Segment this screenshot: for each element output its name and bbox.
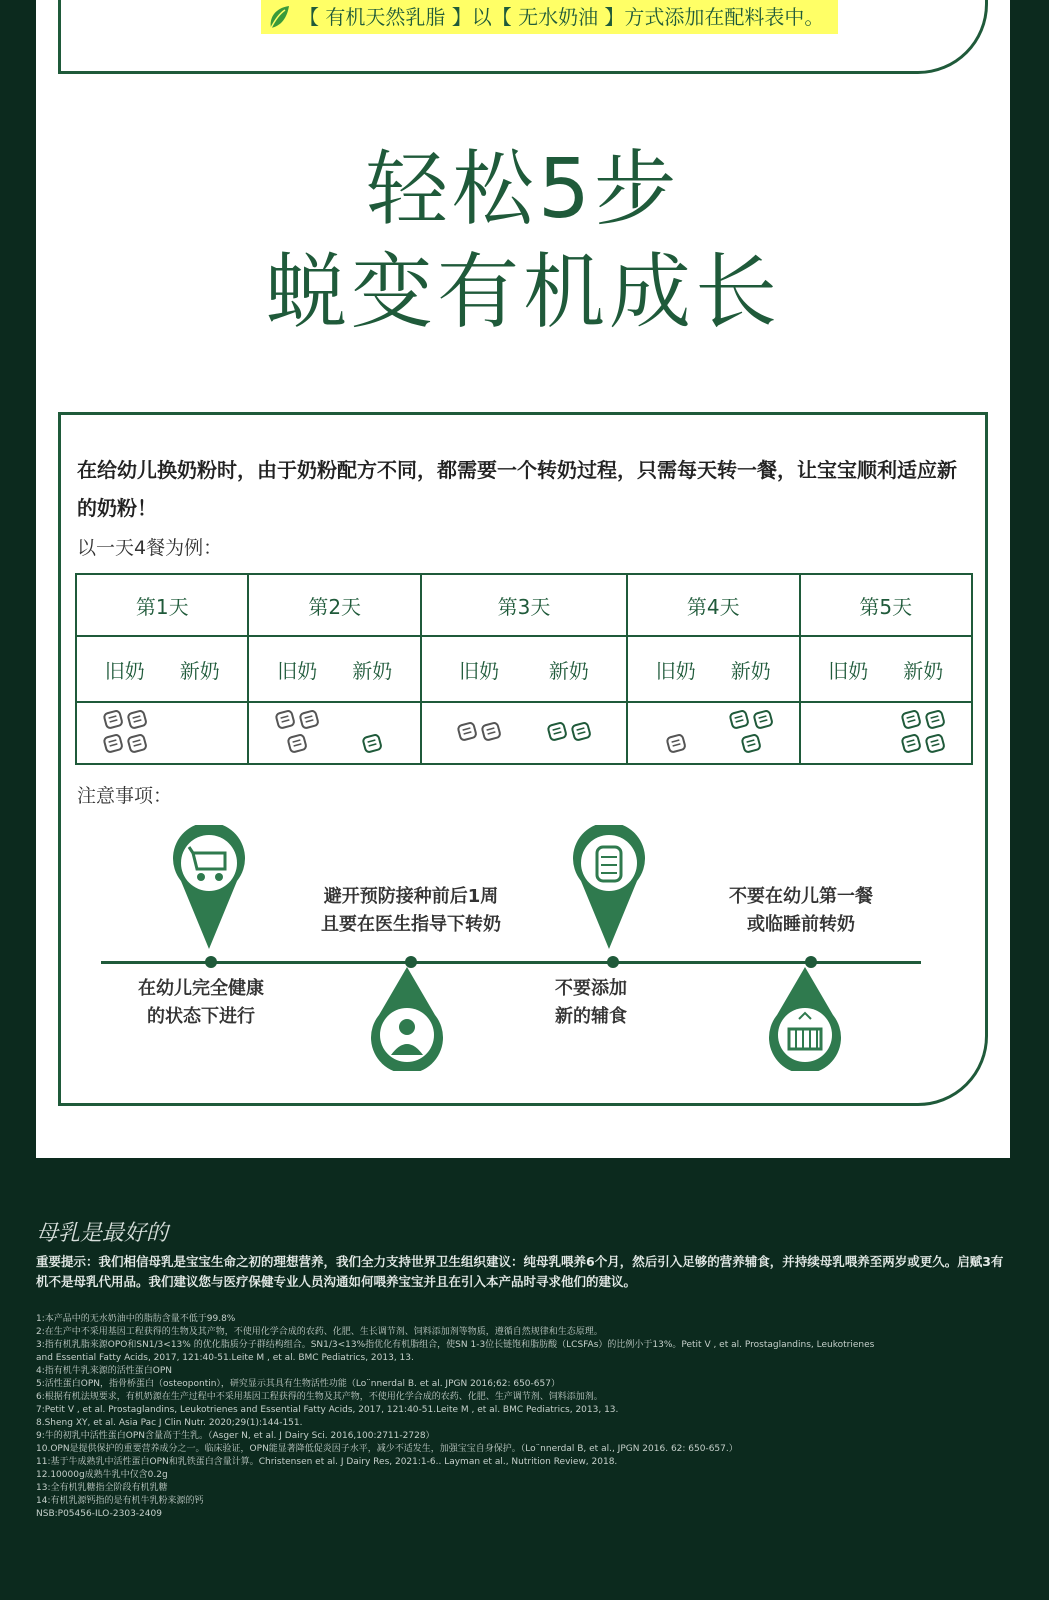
meal-bottle-icon	[361, 731, 383, 755]
reference-item: 9:牛的初乳中活性蛋白OPN含量高于生乳。（Asger N, et al. J Dairy Sci. 2016,100:2711-2728）	[36, 1431, 435, 1441]
new-milk-label: 新奶	[548, 658, 589, 683]
meal-bottle-icon	[728, 707, 750, 731]
reference-item: 1:本产品中的无水奶油中的脂肪含量不低于99.8%	[36, 1314, 236, 1324]
meal-bottle-icon	[924, 707, 946, 731]
reference-item: 7:Petit V , et al. Prostaglandins, Leukotrienes and Essential Fatty Acids, 2017, 121:40-51.Leite M , et al. BMC Pediatrics, 2013, 13.	[36, 1405, 619, 1415]
day-label: 第4天	[627, 574, 799, 636]
leaf-icon	[267, 4, 291, 30]
reference-item: NSB:P05456-ILO-2303-2409	[36, 1509, 162, 1519]
day-label: 第1天	[76, 574, 248, 636]
crib-icon	[769, 967, 841, 1071]
meal-bottle-icon	[456, 719, 478, 743]
new-milk-label: 新奶	[730, 658, 771, 683]
old-milk-label: 旧奶	[655, 658, 696, 683]
note-no-new-food: 不要添加 新的辅食	[555, 978, 627, 1027]
meal-bottle-icon	[570, 719, 592, 743]
transition-table	[75, 573, 973, 765]
meal-bottle-icon	[126, 707, 148, 731]
meal-bottle-icon	[274, 707, 296, 731]
meal-bottle-icon	[900, 707, 922, 731]
reference-item: 8.Sheng XY, et al. Asia Pac J Clin Nutr. 2020;29(1):144-151.	[36, 1418, 303, 1428]
doctor-icon	[371, 967, 443, 1071]
old-milk-meals	[434, 719, 524, 743]
day-label: 第5天	[800, 574, 972, 636]
old-milk-label: 旧奶	[828, 658, 869, 683]
milk-type-row	[76, 636, 972, 702]
meal-bottle-icon	[546, 719, 568, 743]
meal-bottle-icon	[102, 731, 124, 755]
old-milk-meals	[87, 707, 162, 755]
meal-bottle-icon	[900, 731, 922, 755]
notes-title: 注意事项：	[77, 785, 173, 807]
reference-item: 3:指有机乳脂来源OPO和SN1/3<13% 的优化脂质分子群结构组合。SN1/3<13%指优化有机脂组合，使SN 1-3位长链饱和脂肪酸（LCSFAs）的比例小于13%。Petit V , et al. Prostaglandins, Leukotrienes	[36, 1340, 875, 1350]
reference-item: 11:基于牛成熟乳中活性蛋白OPN和乳铁蛋白含量计算。Christensen et al. J Dairy Res, 2021:1-6.. Layman et al., Nutrition Review, 2018.	[36, 1457, 618, 1467]
old-milk-label: 旧奶	[104, 658, 145, 683]
reference-item: 5:活性蛋白OPN，指骨桥蛋白（osteopontin），研究显示其具有生物活性功能（Lo¨nnerdal B. et al. JPGN 2016;62: 650-657）	[36, 1379, 560, 1389]
day-label: 第2天	[248, 574, 420, 636]
note-first-meal: 不要在幼儿第一餐 或临睡前转奶	[729, 886, 873, 935]
ingredient-note-box	[58, 0, 988, 74]
meal-icon-row	[76, 702, 972, 764]
timeline-dot	[205, 956, 217, 968]
reference-item: 4:指有机牛乳来源的活性蛋白OPN	[36, 1366, 173, 1376]
headline-line1: 轻松5步	[365, 142, 681, 237]
meal-cell	[627, 702, 799, 764]
new-milk-label: 新奶	[903, 658, 944, 683]
meal-cell	[421, 702, 627, 764]
timeline-line	[101, 961, 921, 964]
signature-logo: 母乳是最好的	[36, 1221, 169, 1246]
new-milk-label: 新奶	[352, 658, 393, 683]
reference-item: 10.OPN是提供保护的重要营养成分之一。临床验证，OPN能显著降低促炎因子水平，减少不适发生，加强宝宝自身保护。（Lo¨nnerdal B, et al., JPGN 2016. 62: 650-657.）	[36, 1444, 738, 1454]
day-header-row	[76, 574, 972, 636]
new-milk-meals	[335, 731, 410, 755]
note-healthy: 在幼儿完全健康 的状态下进行	[138, 978, 264, 1027]
transition-intro: 在给幼儿换奶粉时，由于奶粉配方不同，都需要一个转奶过程，只需每天转一餐，让宝宝顺利适应新的奶粉！	[77, 458, 957, 520]
example-label: 以一天4餐为例：	[77, 537, 223, 559]
meal-bottle-icon	[752, 707, 774, 731]
meal-bottle-icon	[924, 731, 946, 755]
new-milk-meals	[524, 719, 614, 743]
old-milk-meals	[260, 707, 335, 755]
headline-line2: 蜕变有机成长	[264, 245, 781, 340]
references-list	[36, 1313, 1016, 1521]
ingredient-highlight	[261, 0, 838, 34]
timeline-dot	[607, 956, 619, 968]
note-vaccination: 避开预防接种前后1周 且要在医生指导下转奶	[321, 886, 501, 935]
reference-item: and Essential Fatty Acids, 2017, 121:40-51.Leite M , et al. BMC Pediatrics, 2013, 13.	[36, 1353, 414, 1363]
reference-item: 6:根据有机法规要求，有机奶源在生产过程中不采用基因工程获得的生物及其产物，不使用化学合成的农药、化肥、生产调节剂、饲料添加剂。	[36, 1392, 603, 1402]
meal-bottle-icon	[286, 731, 308, 755]
meal-bottle-icon	[740, 731, 762, 755]
meal-bottle-icon	[298, 707, 320, 731]
reference-item: 2:在生产中不采用基因工程获得的生物及其产物，不使用化学合成的农药、化肥、生长调节剂、饲料添加剂等物质，遵循自然规律和生态原理。	[36, 1327, 603, 1337]
transition-guide-box	[58, 412, 988, 1106]
stroller-icon	[173, 825, 245, 949]
new-milk-meals	[886, 707, 961, 755]
ingredient-text: 【 有机天然乳脂 】以【 无水奶油 】方式添加在配料表中。	[299, 5, 825, 29]
meal-bottle-icon	[480, 719, 502, 743]
new-milk-meals	[713, 707, 788, 755]
meal-cell	[248, 702, 420, 764]
reference-item: 13:全有机乳糖指全阶段有机乳糖	[36, 1483, 168, 1493]
meal-cell	[76, 702, 248, 764]
reference-item: 14:有机乳源钙指的是有机牛乳粉来源的钙	[36, 1496, 204, 1506]
day-label: 第3天	[421, 574, 627, 636]
meal-bottle-icon	[665, 731, 687, 755]
meal-bottle-icon	[126, 731, 148, 755]
important-notice: 重要提示：我们相信母乳是宝宝生命之初的理想营养，我们全力支持世界卫生组织建议：纯母乳喂养6个月，然后引入足够的营养辅食，并持续母乳喂养至两岁或更久。启赋3有机不是母乳代用品。我们建议您与医疗保健专业人员沟通如何喂养宝宝并且在引入本产品时寻求他们的建议。	[36, 1254, 1004, 1289]
meal-cell	[800, 702, 972, 764]
new-milk-label: 新奶	[179, 658, 220, 683]
old-milk-label: 旧奶	[277, 658, 318, 683]
bottle-icon	[573, 825, 645, 949]
old-milk-meals	[638, 731, 713, 755]
content-panel	[36, 0, 1010, 1158]
meal-bottle-icon	[102, 707, 124, 731]
old-milk-label: 旧奶	[459, 658, 500, 683]
reference-item: 12.10000g成熟牛乳中仅含0.2g	[36, 1470, 168, 1480]
